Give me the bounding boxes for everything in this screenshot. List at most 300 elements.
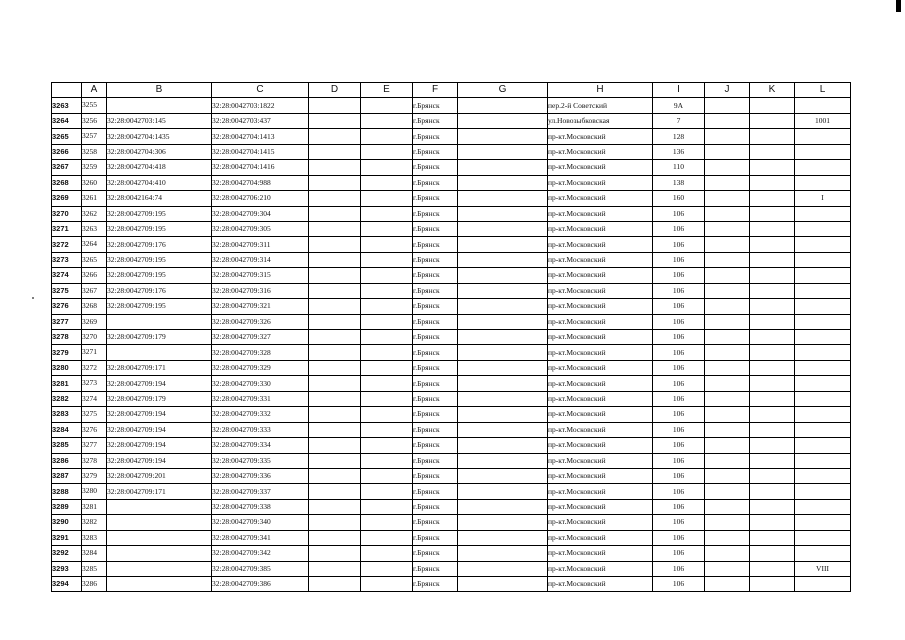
cell-d[interactable] (309, 330, 361, 345)
cell-b[interactable]: 32:28:0042703:145 (107, 113, 212, 128)
cell-i[interactable]: 106 (653, 499, 705, 514)
cell-j[interactable] (705, 345, 750, 360)
cell-f[interactable]: г.Брянск (413, 144, 458, 159)
cell-l[interactable] (795, 577, 851, 592)
cell-f[interactable]: г.Брянск (413, 376, 458, 391)
cell-l[interactable] (795, 376, 851, 391)
cell-e[interactable] (361, 499, 413, 514)
cell-e[interactable] (361, 206, 413, 221)
cell-l[interactable]: VIII (795, 561, 851, 576)
cell-b[interactable]: 32:28:0042709:195 (107, 268, 212, 283)
cell-a[interactable]: 3262 (82, 206, 107, 221)
cell-e[interactable] (361, 391, 413, 406)
cell-e[interactable] (361, 345, 413, 360)
cell-d[interactable] (309, 237, 361, 252)
cell-a[interactable]: 3255 (82, 98, 107, 113)
cell-l[interactable] (795, 175, 851, 190)
cell-g[interactable] (458, 360, 548, 375)
cell-b[interactable]: 32:28:0042704:306 (107, 144, 212, 159)
cell-l[interactable] (795, 391, 851, 406)
cell-k[interactable] (750, 453, 795, 468)
cell-h[interactable]: пр-кт.Московский (548, 438, 653, 453)
cell-b[interactable] (107, 530, 212, 545)
cell-f[interactable]: г.Брянск (413, 546, 458, 561)
cell-e[interactable] (361, 546, 413, 561)
cell-j[interactable] (705, 237, 750, 252)
cell-j[interactable] (705, 283, 750, 298)
cell-b[interactable]: 32:28:0042704:1435 (107, 129, 212, 144)
cell-f[interactable]: г.Брянск (413, 345, 458, 360)
cell-k[interactable] (750, 530, 795, 545)
cell-k[interactable] (750, 113, 795, 128)
cell-e[interactable] (361, 515, 413, 530)
cell-k[interactable] (750, 376, 795, 391)
cell-f[interactable]: г.Брянск (413, 468, 458, 483)
cell-k[interactable] (750, 129, 795, 144)
cell-c[interactable]: 32:28:0042709:338 (212, 499, 309, 514)
cell-d[interactable] (309, 345, 361, 360)
cell-f[interactable]: г.Брянск (413, 191, 458, 206)
column-header-i[interactable]: I (653, 83, 705, 98)
cell-h[interactable]: пр-кт.Московский (548, 468, 653, 483)
cell-c[interactable]: 32:28:0042709:341 (212, 530, 309, 545)
cell-i[interactable]: 106 (653, 237, 705, 252)
cell-c[interactable]: 32:28:0042709:385 (212, 561, 309, 576)
row-number-cell[interactable]: 3280 (52, 360, 82, 375)
cell-j[interactable] (705, 98, 750, 113)
cell-f[interactable]: г.Брянск (413, 268, 458, 283)
cell-a[interactable]: 3272 (82, 360, 107, 375)
cell-f[interactable]: г.Брянск (413, 407, 458, 422)
cell-h[interactable]: пр-кт.Московский (548, 206, 653, 221)
cell-f[interactable]: г.Брянск (413, 98, 458, 113)
cell-h[interactable]: пр-кт.Московский (548, 191, 653, 206)
cell-l[interactable] (795, 160, 851, 175)
cell-i[interactable]: 106 (653, 206, 705, 221)
cell-a[interactable]: 3271 (82, 345, 107, 360)
cell-d[interactable] (309, 407, 361, 422)
row-number-cell[interactable]: 3263 (52, 98, 82, 113)
cell-l[interactable] (795, 530, 851, 545)
row-number-cell[interactable]: 3285 (52, 438, 82, 453)
cell-f[interactable]: г.Брянск (413, 160, 458, 175)
cell-e[interactable] (361, 237, 413, 252)
cell-k[interactable] (750, 360, 795, 375)
cell-j[interactable] (705, 561, 750, 576)
row-number-cell[interactable]: 3272 (52, 237, 82, 252)
cell-g[interactable] (458, 221, 548, 236)
cell-j[interactable] (705, 546, 750, 561)
row-number-cell[interactable]: 3286 (52, 453, 82, 468)
cell-g[interactable] (458, 577, 548, 592)
cell-j[interactable] (705, 360, 750, 375)
cell-l[interactable] (795, 515, 851, 530)
cell-l[interactable] (795, 283, 851, 298)
cell-b[interactable] (107, 314, 212, 329)
cell-i[interactable]: 106 (653, 422, 705, 437)
cell-b[interactable]: 32:28:0042709:194 (107, 376, 212, 391)
cell-j[interactable] (705, 577, 750, 592)
cell-d[interactable] (309, 221, 361, 236)
cell-j[interactable] (705, 391, 750, 406)
cell-k[interactable] (750, 268, 795, 283)
cell-c[interactable]: 32:28:0042709:304 (212, 206, 309, 221)
cell-e[interactable] (361, 330, 413, 345)
cell-c[interactable]: 32:28:0042709:329 (212, 360, 309, 375)
cell-i[interactable]: 106 (653, 376, 705, 391)
row-number-cell[interactable]: 3264 (52, 113, 82, 128)
cell-h[interactable]: пер.2-й Советский (548, 98, 653, 113)
cell-c[interactable]: 32:28:0042709:316 (212, 283, 309, 298)
cell-i[interactable]: 106 (653, 484, 705, 499)
cell-i[interactable]: 106 (653, 515, 705, 530)
cell-b[interactable]: 32:28:0042709:171 (107, 484, 212, 499)
cell-h[interactable]: пр-кт.Московский (548, 283, 653, 298)
cell-c[interactable]: 32:28:0042709:315 (212, 268, 309, 283)
cell-d[interactable] (309, 252, 361, 267)
cell-d[interactable] (309, 268, 361, 283)
cell-i[interactable]: 106 (653, 530, 705, 545)
cell-f[interactable]: г.Брянск (413, 515, 458, 530)
cell-c[interactable]: 32:28:0042709:332 (212, 407, 309, 422)
row-number-cell[interactable]: 3290 (52, 515, 82, 530)
cell-d[interactable] (309, 376, 361, 391)
cell-b[interactable]: 32:28:0042709:195 (107, 206, 212, 221)
cell-e[interactable] (361, 283, 413, 298)
cell-j[interactable] (705, 376, 750, 391)
cell-g[interactable] (458, 407, 548, 422)
cell-d[interactable] (309, 546, 361, 561)
cell-b[interactable]: 32:28:0042709:171 (107, 360, 212, 375)
cell-g[interactable] (458, 499, 548, 514)
cell-k[interactable] (750, 577, 795, 592)
cell-c[interactable]: 32:28:0042709:336 (212, 468, 309, 483)
cell-b[interactable] (107, 98, 212, 113)
cell-a[interactable]: 3265 (82, 252, 107, 267)
cell-a[interactable]: 3286 (82, 577, 107, 592)
cell-j[interactable] (705, 175, 750, 190)
cell-i[interactable]: 106 (653, 407, 705, 422)
cell-b[interactable]: 32:28:0042709:179 (107, 330, 212, 345)
cell-f[interactable]: г.Брянск (413, 299, 458, 314)
cell-d[interactable] (309, 561, 361, 576)
cell-d[interactable] (309, 577, 361, 592)
cell-b[interactable]: 32:28:0042709:194 (107, 407, 212, 422)
cell-k[interactable] (750, 330, 795, 345)
cell-e[interactable] (361, 252, 413, 267)
cell-b[interactable] (107, 515, 212, 530)
cell-k[interactable] (750, 160, 795, 175)
cell-a[interactable]: 3270 (82, 330, 107, 345)
cell-c[interactable]: 32:28:0042709:333 (212, 422, 309, 437)
column-header-b[interactable]: B (107, 83, 212, 98)
cell-a[interactable]: 3268 (82, 299, 107, 314)
column-header-e[interactable]: E (361, 83, 413, 98)
cell-h[interactable]: пр-кт.Московский (548, 561, 653, 576)
cell-h[interactable]: пр-кт.Московский (548, 546, 653, 561)
cell-j[interactable] (705, 206, 750, 221)
cell-i[interactable]: 106 (653, 546, 705, 561)
cell-i[interactable]: 106 (653, 330, 705, 345)
cell-j[interactable] (705, 113, 750, 128)
cell-d[interactable] (309, 499, 361, 514)
cell-d[interactable] (309, 144, 361, 159)
cell-i[interactable]: 106 (653, 314, 705, 329)
cell-e[interactable] (361, 468, 413, 483)
cell-c[interactable]: 32:28:0042709:335 (212, 453, 309, 468)
cell-h[interactable]: пр-кт.Московский (548, 515, 653, 530)
cell-d[interactable] (309, 175, 361, 190)
cell-c[interactable]: 32:28:0042709:321 (212, 299, 309, 314)
cell-h[interactable]: пр-кт.Московский (548, 391, 653, 406)
cell-a[interactable]: 3277 (82, 438, 107, 453)
cell-i[interactable]: 106 (653, 221, 705, 236)
cell-g[interactable] (458, 515, 548, 530)
cell-g[interactable] (458, 237, 548, 252)
cell-j[interactable] (705, 499, 750, 514)
cell-k[interactable] (750, 175, 795, 190)
row-number-cell[interactable]: 3293 (52, 561, 82, 576)
row-number-cell[interactable]: 3277 (52, 314, 82, 329)
cell-d[interactable] (309, 453, 361, 468)
cell-a[interactable]: 3267 (82, 283, 107, 298)
cell-f[interactable]: г.Брянск (413, 422, 458, 437)
cell-h[interactable]: пр-кт.Московский (548, 160, 653, 175)
cell-k[interactable] (750, 499, 795, 514)
cell-l[interactable] (795, 499, 851, 514)
cell-e[interactable] (361, 453, 413, 468)
cell-j[interactable] (705, 438, 750, 453)
cell-b[interactable]: 32:28:0042709:176 (107, 283, 212, 298)
cell-b[interactable]: 32:28:0042709:194 (107, 422, 212, 437)
cell-g[interactable] (458, 453, 548, 468)
cell-l[interactable] (795, 299, 851, 314)
cell-g[interactable] (458, 546, 548, 561)
cell-h[interactable]: пр-кт.Московский (548, 129, 653, 144)
cell-g[interactable] (458, 252, 548, 267)
cell-a[interactable]: 3266 (82, 268, 107, 283)
cell-c[interactable]: 32:28:0042704:1416 (212, 160, 309, 175)
row-number-cell[interactable]: 3292 (52, 546, 82, 561)
cell-g[interactable] (458, 283, 548, 298)
cell-g[interactable] (458, 113, 548, 128)
cell-f[interactable]: г.Брянск (413, 391, 458, 406)
cell-k[interactable] (750, 314, 795, 329)
cell-b[interactable]: 32:28:0042709:194 (107, 438, 212, 453)
row-number-cell[interactable]: 3265 (52, 129, 82, 144)
cell-k[interactable] (750, 546, 795, 561)
cell-j[interactable] (705, 314, 750, 329)
column-header-h[interactable]: H (548, 83, 653, 98)
cell-f[interactable]: г.Брянск (413, 175, 458, 190)
row-number-cell[interactable]: 3271 (52, 221, 82, 236)
cell-f[interactable]: г.Брянск (413, 330, 458, 345)
cell-e[interactable] (361, 144, 413, 159)
cell-g[interactable] (458, 299, 548, 314)
cell-b[interactable]: 32:28:0042709:179 (107, 391, 212, 406)
cell-h[interactable]: пр-кт.Московский (548, 422, 653, 437)
cell-l[interactable] (795, 345, 851, 360)
cell-l[interactable]: I (795, 191, 851, 206)
cell-h[interactable]: пр-кт.Московский (548, 577, 653, 592)
cell-j[interactable] (705, 530, 750, 545)
cell-e[interactable] (361, 484, 413, 499)
cell-e[interactable] (361, 422, 413, 437)
cell-e[interactable] (361, 268, 413, 283)
cell-l[interactable] (795, 221, 851, 236)
row-number-cell[interactable]: 3274 (52, 268, 82, 283)
cell-i[interactable]: 7 (653, 113, 705, 128)
cell-h[interactable]: пр-кт.Московский (548, 314, 653, 329)
cell-g[interactable] (458, 160, 548, 175)
cell-i[interactable]: 160 (653, 191, 705, 206)
cell-b[interactable] (107, 577, 212, 592)
cell-e[interactable] (361, 129, 413, 144)
cell-j[interactable] (705, 453, 750, 468)
cell-d[interactable] (309, 299, 361, 314)
cell-a[interactable]: 3280 (82, 484, 107, 499)
cell-k[interactable] (750, 515, 795, 530)
cell-f[interactable]: г.Брянск (413, 453, 458, 468)
row-number-cell[interactable]: 3268 (52, 175, 82, 190)
cell-a[interactable]: 3275 (82, 407, 107, 422)
column-header-f[interactable]: F (413, 83, 458, 98)
cell-f[interactable]: г.Брянск (413, 530, 458, 545)
cell-k[interactable] (750, 252, 795, 267)
cell-l[interactable] (795, 314, 851, 329)
cell-i[interactable]: 128 (653, 129, 705, 144)
cell-b[interactable]: 32:28:0042709:176 (107, 237, 212, 252)
cell-f[interactable]: г.Брянск (413, 129, 458, 144)
cell-g[interactable] (458, 144, 548, 159)
cell-b[interactable]: 32:28:0042709:195 (107, 299, 212, 314)
cell-b[interactable]: 32:28:0042709:201 (107, 468, 212, 483)
cell-g[interactable] (458, 391, 548, 406)
cell-c[interactable]: 32:28:0042709:305 (212, 221, 309, 236)
cell-d[interactable] (309, 314, 361, 329)
cell-c[interactable]: 32:28:0042709:314 (212, 252, 309, 267)
column-header-j[interactable]: J (705, 83, 750, 98)
cell-f[interactable]: г.Брянск (413, 252, 458, 267)
cell-i[interactable]: 106 (653, 453, 705, 468)
cell-l[interactable] (795, 422, 851, 437)
cell-c[interactable]: 32:28:0042709:340 (212, 515, 309, 530)
cell-i[interactable]: 106 (653, 360, 705, 375)
cell-b[interactable] (107, 499, 212, 514)
cell-d[interactable] (309, 391, 361, 406)
cell-h[interactable]: пр-кт.Московский (548, 144, 653, 159)
cell-a[interactable]: 3256 (82, 113, 107, 128)
column-header-a[interactable]: A (82, 83, 107, 98)
cell-d[interactable] (309, 360, 361, 375)
column-header-c[interactable]: C (212, 83, 309, 98)
cell-i[interactable]: 106 (653, 561, 705, 576)
cell-l[interactable] (795, 144, 851, 159)
cell-d[interactable] (309, 515, 361, 530)
cell-j[interactable] (705, 268, 750, 283)
row-number-cell[interactable]: 3270 (52, 206, 82, 221)
cell-k[interactable] (750, 191, 795, 206)
cell-i[interactable]: 106 (653, 391, 705, 406)
cell-l[interactable] (795, 237, 851, 252)
cell-h[interactable]: пр-кт.Московский (548, 175, 653, 190)
cell-j[interactable] (705, 252, 750, 267)
cell-e[interactable] (361, 314, 413, 329)
cell-b[interactable]: 32:28:0042709:195 (107, 221, 212, 236)
cell-e[interactable] (361, 360, 413, 375)
row-number-cell[interactable]: 3276 (52, 299, 82, 314)
cell-b[interactable] (107, 345, 212, 360)
cell-i[interactable]: 106 (653, 577, 705, 592)
cell-d[interactable] (309, 283, 361, 298)
cell-e[interactable] (361, 113, 413, 128)
cell-b[interactable]: 32:28:0042704:418 (107, 160, 212, 175)
cell-c[interactable]: 32:28:0042709:311 (212, 237, 309, 252)
cell-d[interactable] (309, 129, 361, 144)
cell-g[interactable] (458, 468, 548, 483)
cell-j[interactable] (705, 144, 750, 159)
cell-f[interactable]: г.Брянск (413, 438, 458, 453)
cell-d[interactable] (309, 191, 361, 206)
cell-a[interactable]: 3264 (82, 237, 107, 252)
cell-a[interactable]: 3269 (82, 314, 107, 329)
cell-h[interactable]: пр-кт.Московский (548, 299, 653, 314)
cell-h[interactable]: пр-кт.Московский (548, 221, 653, 236)
cell-c[interactable]: 32:28:0042709:334 (212, 438, 309, 453)
cell-f[interactable]: г.Брянск (413, 206, 458, 221)
cell-l[interactable] (795, 268, 851, 283)
cell-c[interactable]: 32:28:0042709:342 (212, 546, 309, 561)
cell-h[interactable]: пр-кт.Московский (548, 252, 653, 267)
cell-l[interactable] (795, 360, 851, 375)
cell-f[interactable]: г.Брянск (413, 561, 458, 576)
cell-g[interactable] (458, 129, 548, 144)
cell-l[interactable] (795, 484, 851, 499)
row-number-cell[interactable]: 3273 (52, 252, 82, 267)
cell-h[interactable]: пр-кт.Московский (548, 453, 653, 468)
cell-k[interactable] (750, 144, 795, 159)
row-number-cell[interactable]: 3279 (52, 345, 82, 360)
cell-b[interactable]: 32:28:0042709:194 (107, 453, 212, 468)
cell-c[interactable]: 32:28:0042704:1413 (212, 129, 309, 144)
cell-e[interactable] (361, 376, 413, 391)
cell-g[interactable] (458, 98, 548, 113)
cell-d[interactable] (309, 206, 361, 221)
row-number-cell[interactable]: 3291 (52, 530, 82, 545)
cell-g[interactable] (458, 484, 548, 499)
cell-l[interactable] (795, 546, 851, 561)
cell-f[interactable]: г.Брянск (413, 314, 458, 329)
row-number-cell[interactable]: 3266 (52, 144, 82, 159)
column-header-g[interactable]: G (458, 83, 548, 98)
cell-h[interactable]: пр-кт.Московский (548, 407, 653, 422)
cell-l[interactable] (795, 252, 851, 267)
cell-a[interactable]: 3257 (82, 129, 107, 144)
cell-d[interactable] (309, 160, 361, 175)
cell-c[interactable]: 32:28:0042709:337 (212, 484, 309, 499)
cell-a[interactable]: 3281 (82, 499, 107, 514)
cell-i[interactable]: 106 (653, 345, 705, 360)
cell-f[interactable]: г.Брянск (413, 484, 458, 499)
cell-g[interactable] (458, 422, 548, 437)
cell-g[interactable] (458, 530, 548, 545)
cell-c[interactable]: 32:28:0042709:386 (212, 577, 309, 592)
cell-k[interactable] (750, 561, 795, 576)
cell-i[interactable]: 106 (653, 299, 705, 314)
cell-j[interactable] (705, 515, 750, 530)
cell-h[interactable]: пр-кт.Московский (548, 499, 653, 514)
cell-h[interactable]: пр-кт.Московский (548, 484, 653, 499)
